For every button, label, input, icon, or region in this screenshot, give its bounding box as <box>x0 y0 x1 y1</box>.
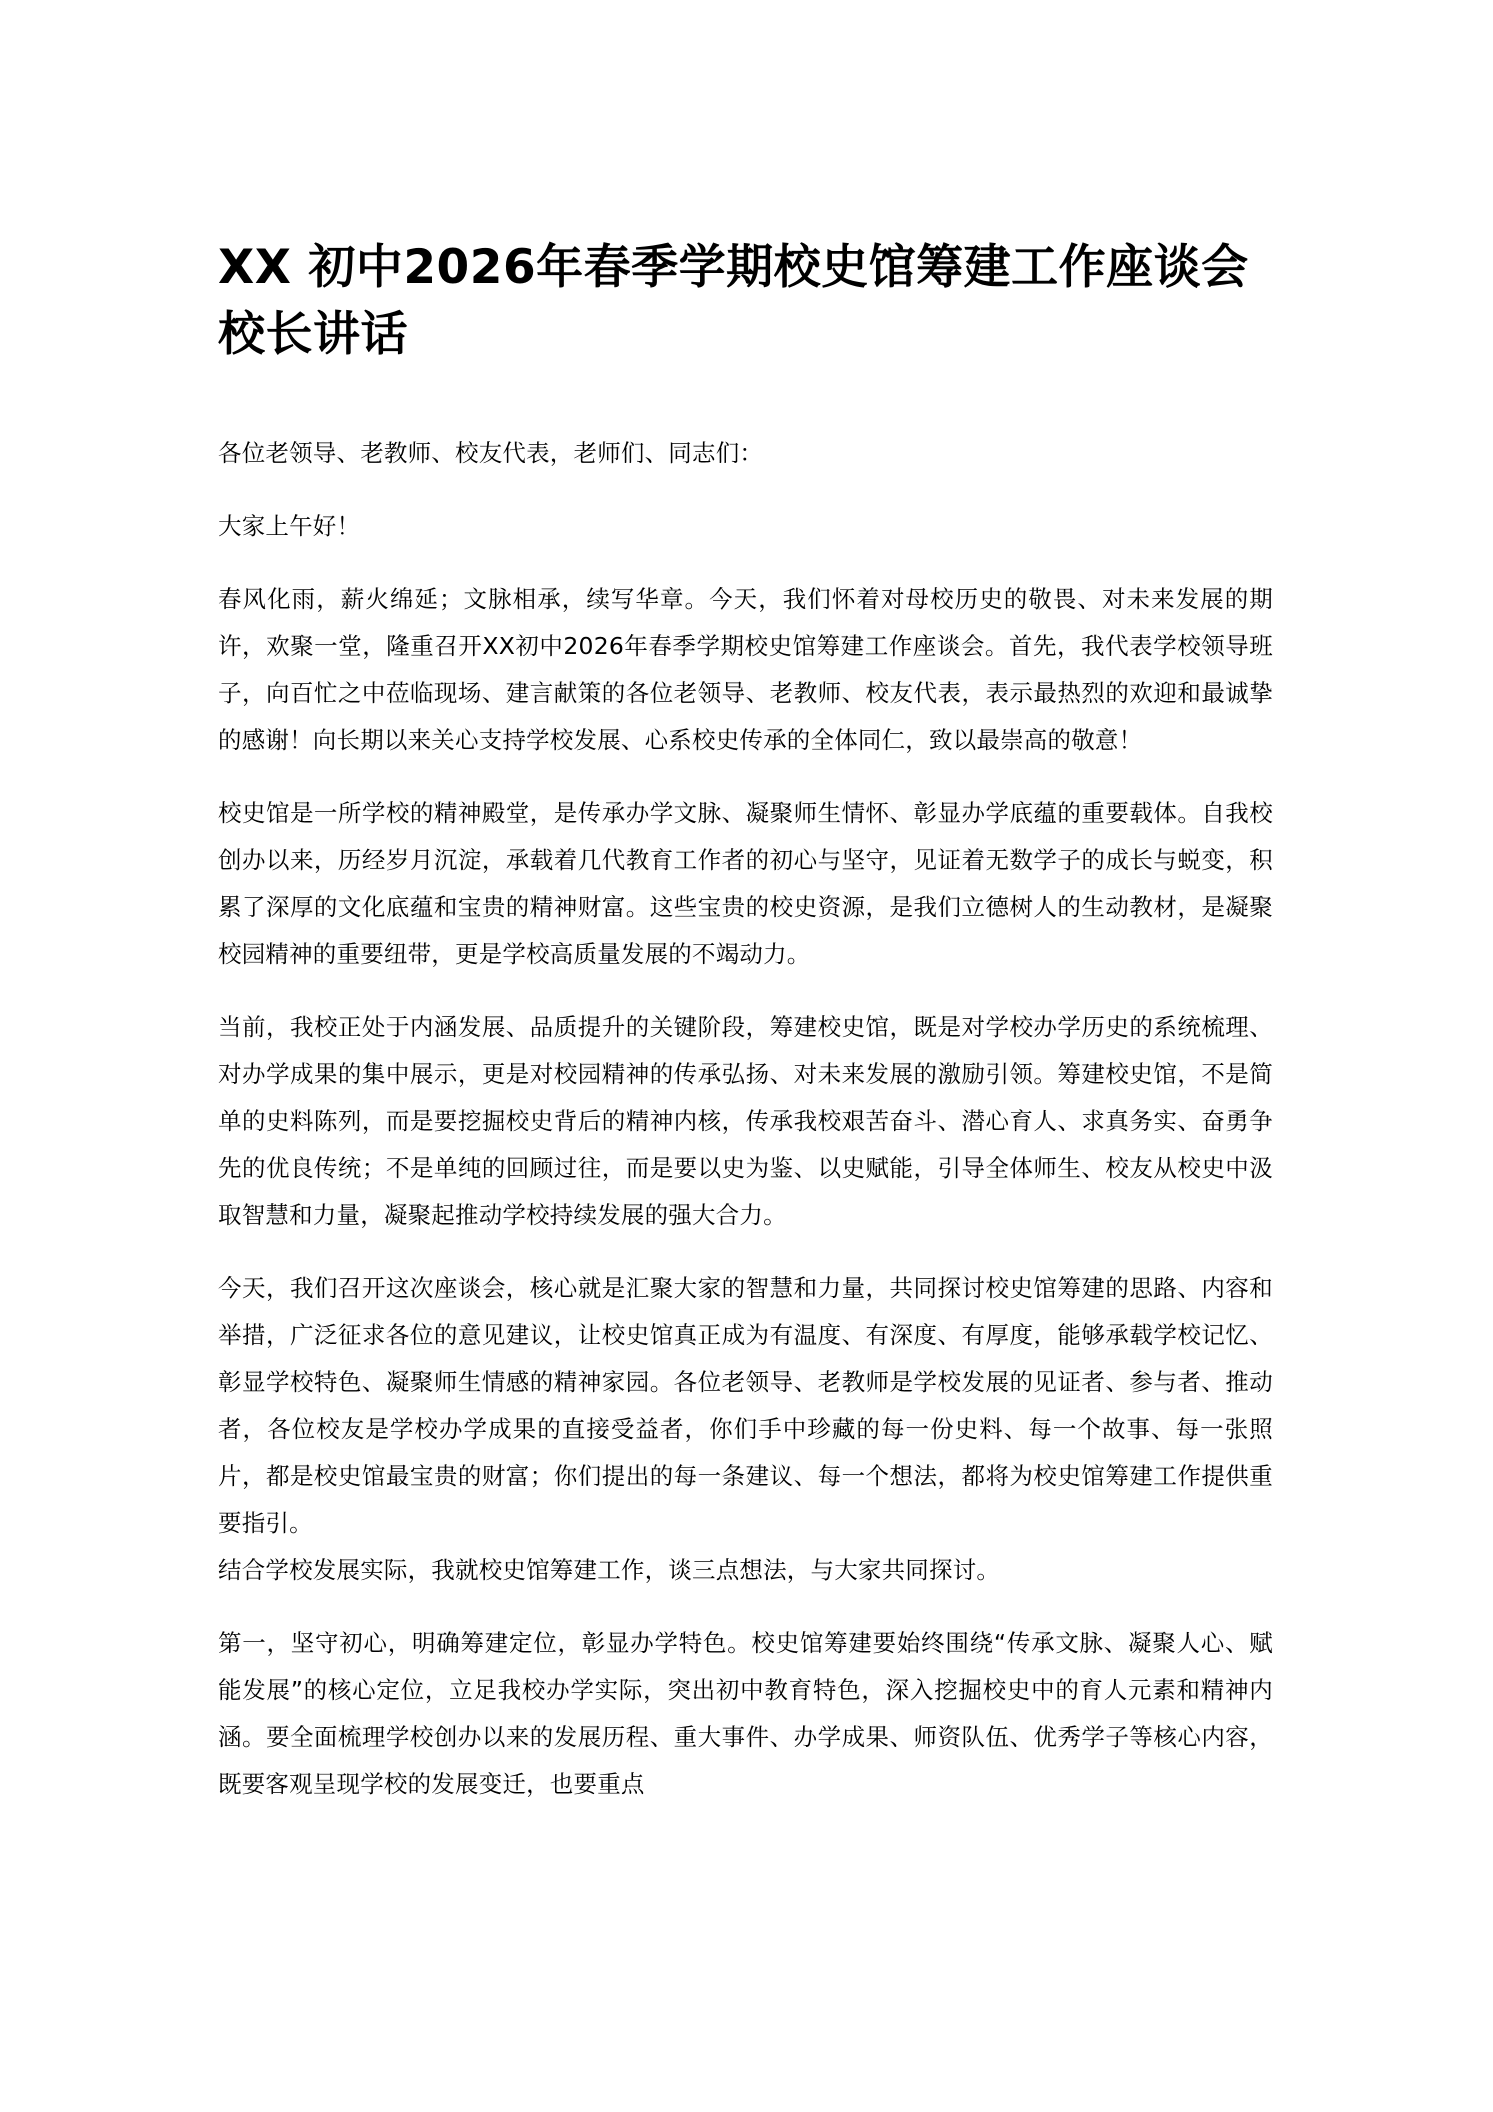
paragraph-transition: 结合学校发展实际，我就校史馆筹建工作，谈三点想法，与大家共同探讨。 <box>218 1556 1001 1585</box>
paragraph-purpose: 今天，我们召开这次座谈会，核心就是汇聚大家的智慧和力量，共同探讨校史馆筹建的思路、内容和举措，广泛征求各位的意见建议，让校史馆真正成为有温度、有深度、有厚度，能够承载学校记忆、彰显学校特色、凝聚师生情感的精神家园。各位老领导、老教师是学校发展的见证者、参与者、推动者，各位校友是学校办学成果的直接受益者，你们手中珍藏的每一份史料、每一个故事、每一张照片，都是校史馆最宝贵的财富；你们提出的每一条建议、每一个想法，都将为校史馆筹建工作提供重要指引。 <box>218 1274 1273 1538</box>
paragraph-salutation: 各位老领导、老教师、校友代表，老师们、同志们： <box>218 439 764 468</box>
paragraph-current-stage: 当前，我校正处于内涵发展、品质提升的关键阶段，筹建校史馆，既是对学校办学历史的系统梳理、对办学成果的集中展示，更是对校园精神的传承弘扬、对未来发展的激励引领。筹建校史馆，不是简单的史料陈列，而是要挖掘校史背后的精神内核，传承我校艰苦奋斗、潜心育人、求真务实、奋勇争先的优良传统；不是单纯的回顾过往，而是要以史为鉴、以史赋能，引导全体师生、校友从校史中汲取智慧和力量，凝聚起推动学校持续发展的强大合力。 <box>218 1013 1273 1230</box>
paragraph-greeting: 大家上午好！ <box>218 512 361 541</box>
page-title: XX 初中2026年春季学期校史馆筹建工作座谈会校长讲话 <box>218 240 1249 362</box>
paragraph-point-one: 第一，坚守初心，明确筹建定位，彰显办学特色。校史馆筹建要始终围绕“传承文脉、凝聚人心、赋能发展”的核心定位，立足我校办学实际，突出初中教育特色，深入挖掘校史中的育人元素和精神内涵。要全面梳理学校创办以来的发展历程、重大事件、办学成果、师资队伍、优秀学子等核心内容，既要客观呈现学校的发展变迁，也要重点 <box>218 1629 1273 1799</box>
document-body <box>218 430 1273 1808</box>
paragraph-opening: 春风化雨，薪火绵延；文脉相承，续写华章。今天，我们怀着对母校历史的敬畏、对未来发展的期许，欢聚一堂，隆重召开XX初中2026年春季学期校史馆筹建工作座谈会。首先，我代表学校领导班子，向百忙之中莅临现场、建言献策的各位老领导、老教师、校友代表，表示最热烈的欢迎和最诚挚的感谢！向长期以来关心支持学校发展、心系校史传承的全体同仁，致以最崇高的敬意！ <box>218 585 1273 755</box>
paragraph-significance: 校史馆是一所学校的精神殿堂，是传承办学文脉、凝聚师生情怀、彰显办学底蕴的重要载体。自我校创办以来，历经岁月沉淀，承载着几代教育工作者的初心与坚守，见证着无数学子的成长与蜕变，积累了深厚的文化底蕴和宝贵的精神财富。这些宝贵的校史资源，是我们立德树人的生动教材，是凝聚校园精神的重要纽带，更是学校高质量发展的不竭动力。 <box>218 799 1273 969</box>
